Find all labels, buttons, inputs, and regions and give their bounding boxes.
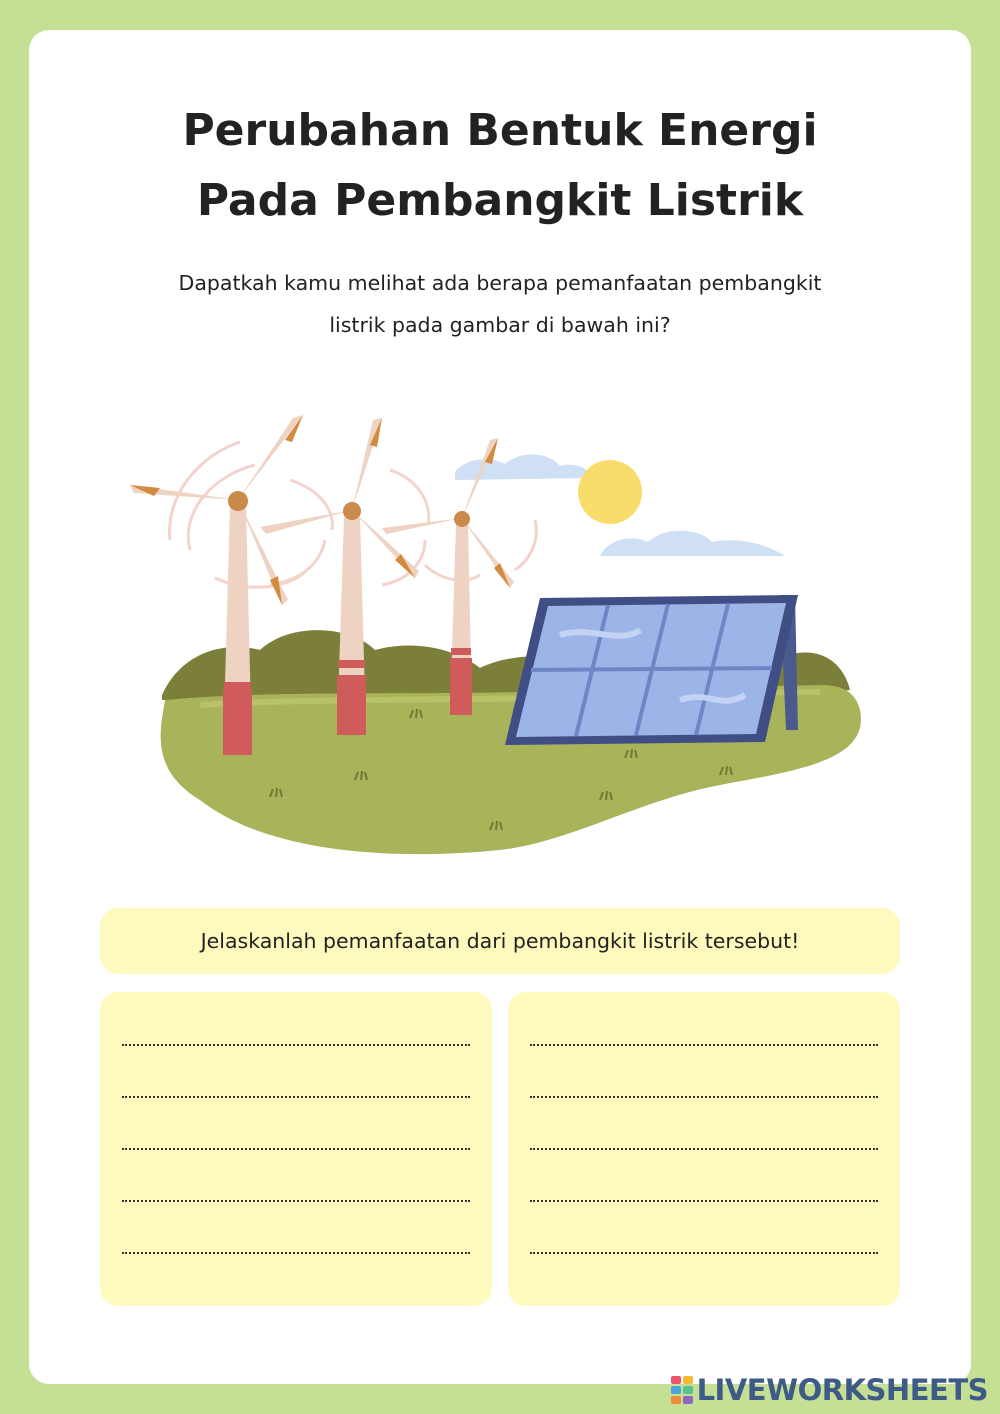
answer-line[interactable] <box>530 1252 878 1254</box>
answer-line[interactable] <box>122 1252 470 1254</box>
answer-line[interactable] <box>122 1200 470 1202</box>
power-plant-illustration <box>120 400 880 870</box>
sun <box>578 460 642 524</box>
solar-panel <box>505 595 798 745</box>
answer-line[interactable] <box>530 1096 878 1098</box>
title-line-2: Pada Pembangkit Listrik <box>196 175 804 226</box>
cloud <box>455 454 590 480</box>
brand-name: LIVEWORKSHEETS <box>696 1373 988 1407</box>
liveworksheets-icon <box>671 1376 693 1404</box>
cloud <box>600 531 785 556</box>
answer-line[interactable] <box>122 1096 470 1098</box>
answer-line[interactable] <box>122 1044 470 1046</box>
prompt-banner <box>100 908 900 974</box>
title-line-1: Perubahan Bentuk Energi <box>182 105 818 156</box>
answer-line[interactable] <box>530 1200 878 1202</box>
question-text <box>120 262 880 346</box>
page-title <box>0 96 1000 236</box>
question-line-1: Dapatkah kamu melihat ada berapa pemanfaatan pembangkit <box>178 271 822 295</box>
prompt-text: Jelaskanlah pemanfaatan dari pembangkit listrik tersebut! <box>200 929 800 953</box>
question-line-2: listrik pada gambar di bawah ini? <box>329 313 671 337</box>
liveworksheets-logo[interactable] <box>671 1370 988 1410</box>
answer-box-2[interactable] <box>508 992 900 1306</box>
answer-line[interactable] <box>122 1148 470 1150</box>
answer-box-1[interactable] <box>100 992 492 1306</box>
answer-line[interactable] <box>530 1148 878 1150</box>
answer-line[interactable] <box>530 1044 878 1046</box>
